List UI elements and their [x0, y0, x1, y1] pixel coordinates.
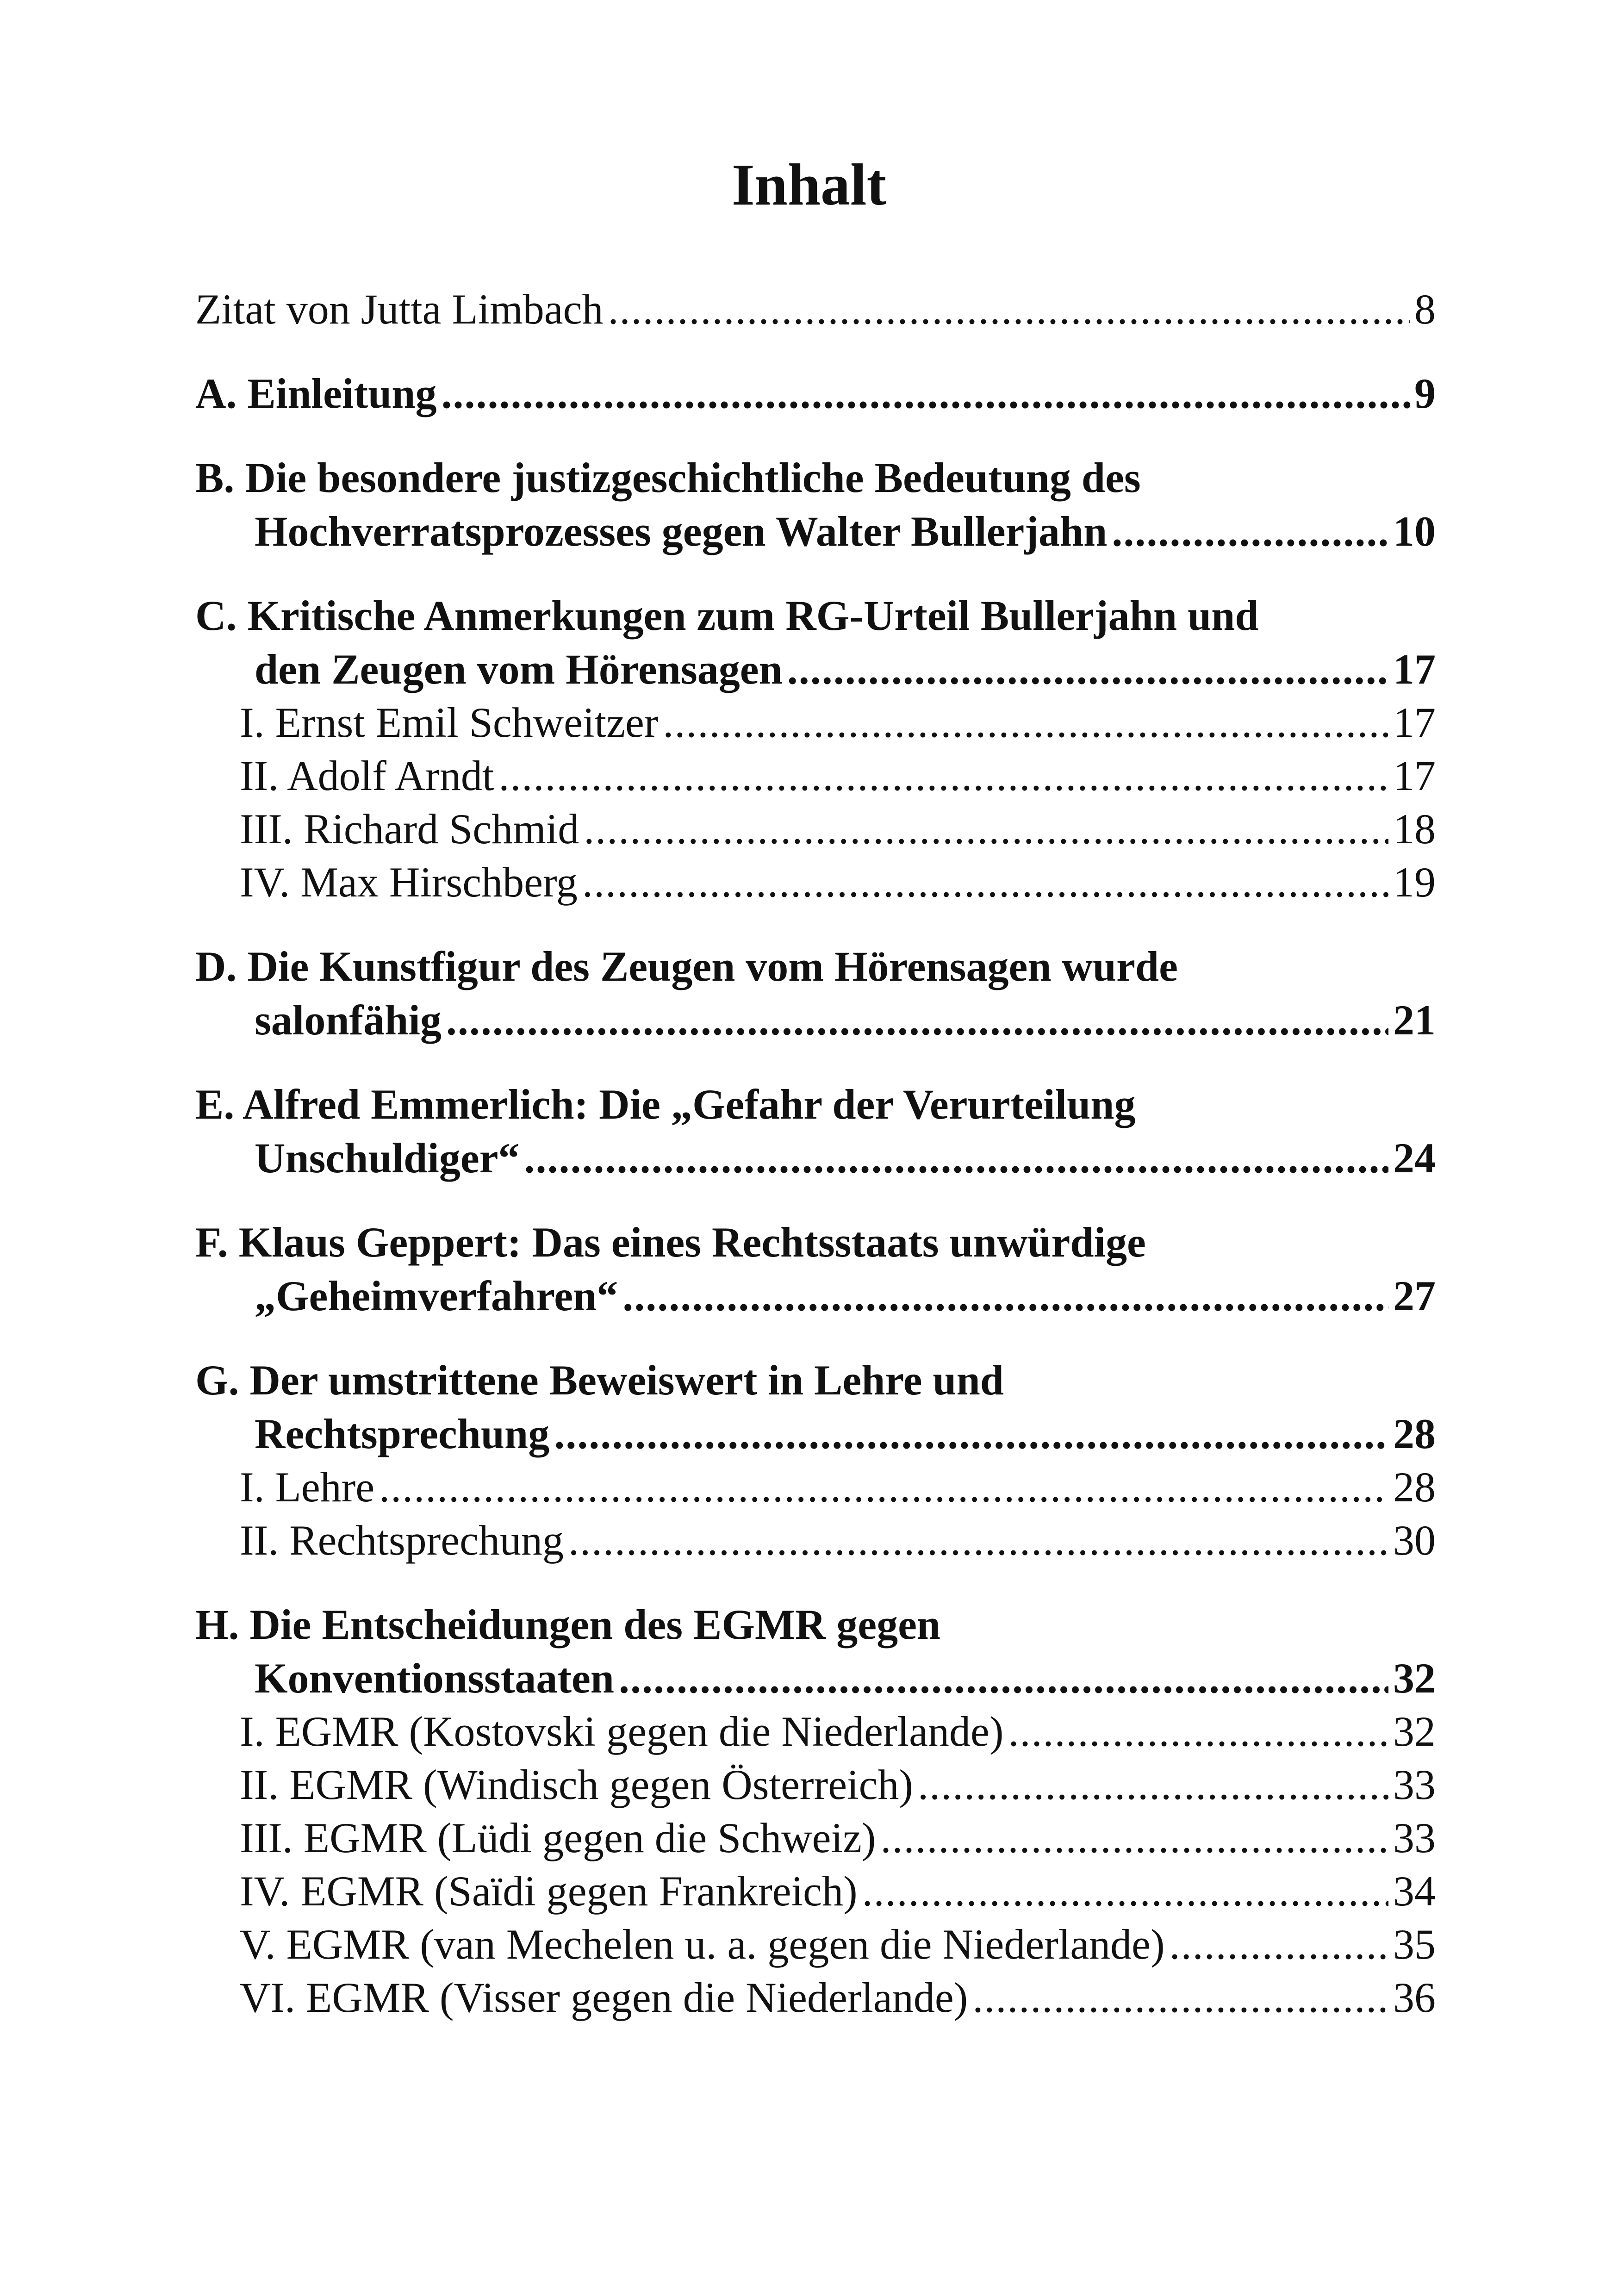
toc-entry-title-line2: „Geheimverfahren“: [255, 1272, 618, 1319]
toc-subentry-title: II. Rechtsprechung: [240, 1517, 564, 1564]
toc-entry-zitat[interactable]: [195, 282, 1436, 336]
toc-entry-c[interactable]: [195, 589, 1436, 696]
toc-page-number: 33: [1393, 1761, 1436, 1808]
dot-leader: [441, 367, 1410, 420]
toc-page-number: 28: [1393, 1463, 1436, 1511]
toc-page-number: 27: [1393, 1272, 1436, 1319]
toc-entry-h[interactable]: [195, 1598, 1436, 1705]
dot-leader: [862, 1865, 1388, 1918]
toc-subentry-title: IV. Max Hirschberg: [240, 859, 578, 906]
dot-leader: [554, 1407, 1388, 1461]
dot-leader: [1008, 1705, 1388, 1758]
toc-page-number: 17: [1393, 752, 1436, 799]
toc-subentry[interactable]: [195, 1461, 1436, 1514]
toc-entry-e[interactable]: [195, 1077, 1436, 1185]
toc-entry-title-line2: salonfähig: [255, 996, 442, 1044]
toc-entry-title-line2: Hochverratsprozesses gegen Walter Bullerjahn: [255, 508, 1108, 555]
toc-entry-title-line2: Unschuldiger“: [255, 1134, 520, 1182]
toc-subentry-title: II. EGMR (Windisch gegen Österreich): [240, 1761, 914, 1808]
toc-page-number: 8: [1414, 286, 1436, 333]
dot-leader: [619, 1651, 1388, 1705]
dot-leader: [498, 749, 1388, 803]
dot-leader: [622, 1269, 1388, 1323]
toc-page-number: 21: [1393, 996, 1436, 1044]
page-title: Inhalt: [731, 152, 887, 218]
toc-subentry-title: I. EGMR (Kostovski gegen die Niederlande): [240, 1708, 1004, 1755]
toc-entry-g[interactable]: [195, 1353, 1436, 1461]
toc-page-number: 17: [1393, 646, 1436, 693]
toc-page-number: 35: [1393, 1921, 1436, 1968]
toc-subentry[interactable]: [195, 1514, 1436, 1567]
dot-leader: [379, 1461, 1388, 1514]
toc-subentry[interactable]: [195, 803, 1436, 856]
toc-entry-title-line2: den Zeugen vom Hörensagen: [255, 646, 783, 693]
dot-leader: [663, 696, 1388, 749]
dot-leader: [446, 993, 1388, 1047]
dot-leader: [880, 1811, 1388, 1865]
toc-entry-title-line1: E. Alfred Emmerlich: Die „Gefahr der Verurteilung: [195, 1081, 1136, 1128]
toc-entry-title-line1: C. Kritische Anmerkungen zum RG-Urteil Bullerjahn und: [195, 592, 1259, 639]
toc-subentries-h: [195, 1705, 1436, 2024]
toc-page-number: 17: [1393, 699, 1436, 746]
toc-subentries-g: [195, 1461, 1436, 1567]
toc-subentry-title: I. Ernst Emil Schweitzer: [240, 699, 659, 746]
toc-page-number: 32: [1393, 1655, 1436, 1702]
toc-subentry-title: VI. EGMR (Visser gegen die Niederlande): [240, 1974, 968, 2021]
toc-subentry[interactable]: [195, 856, 1436, 909]
toc-subentry[interactable]: [195, 1918, 1436, 1971]
toc-subentries-c: [195, 696, 1436, 909]
toc-page-number: 24: [1393, 1134, 1436, 1182]
toc-page-number: 32: [1393, 1708, 1436, 1755]
dot-leader: [1170, 1918, 1388, 1971]
dot-leader: [582, 856, 1388, 909]
toc-entry-title-line1: G. Der umstrittene Beweiswert in Lehre und: [195, 1356, 1004, 1404]
dot-leader: [1112, 504, 1388, 558]
dot-leader: [608, 282, 1410, 336]
toc-entry-d[interactable]: [195, 940, 1436, 1047]
toc-subentry[interactable]: [195, 749, 1436, 803]
toc-entry-title-line2: Rechtsprechung: [255, 1410, 550, 1457]
toc-subentry[interactable]: [195, 1705, 1436, 1758]
toc-subentry-title: I. Lehre: [240, 1463, 375, 1511]
toc-entry-title-line1: D. Die Kunstfigur des Zeugen vom Hörensagen wurde: [195, 943, 1178, 990]
toc-entry-a[interactable]: [195, 367, 1436, 420]
toc-subentry-title: V. EGMR (van Mechelen u. a. gegen die Niederlande): [240, 1921, 1165, 1968]
toc-page-number: 19: [1393, 859, 1436, 906]
dot-leader: [524, 1131, 1388, 1185]
toc-entry-b[interactable]: [195, 451, 1436, 558]
dot-leader: [918, 1758, 1388, 1811]
dot-leader: [787, 642, 1388, 696]
dot-leader: [568, 1514, 1388, 1567]
toc-entry-title-line1: B. Die besondere justizgeschichtliche Bedeutung des: [195, 454, 1141, 501]
toc-subentry-title: III. EGMR (Lüdi gegen die Schweiz): [240, 1814, 876, 1861]
toc-subentry-title: III. Richard Schmid: [240, 805, 579, 852]
table-of-contents: [195, 282, 1436, 2024]
toc-entry-title-line1: H. Die Entscheidungen des EGMR gegen: [195, 1601, 941, 1648]
toc-subentry[interactable]: [195, 1811, 1436, 1865]
toc-subentry[interactable]: [195, 1971, 1436, 2024]
toc-entry-title: Zitat von Jutta Limbach: [195, 286, 604, 333]
toc-page-number: 28: [1393, 1410, 1436, 1457]
toc-page-number: 33: [1393, 1814, 1436, 1861]
toc-page-number: 18: [1393, 805, 1436, 852]
toc-subentry-title: IV. EGMR (Saïdi gegen Frankreich): [240, 1867, 858, 1915]
toc-page-number: 9: [1414, 370, 1436, 417]
dot-leader: [584, 803, 1388, 856]
toc-entry-title: A. Einleitung: [195, 370, 437, 417]
toc-page-number: 34: [1393, 1867, 1436, 1915]
toc-entry-f[interactable]: [195, 1215, 1436, 1323]
toc-subentry-title: II. Adolf Arndt: [240, 752, 494, 799]
toc-entry-title-line2: Konventionsstaaten: [255, 1655, 614, 1702]
toc-subentry[interactable]: [195, 696, 1436, 749]
toc-subentry[interactable]: [195, 1865, 1436, 1918]
toc-subentry[interactable]: [195, 1758, 1436, 1811]
toc-page-number: 36: [1393, 1974, 1436, 2021]
toc-page-number: 10: [1393, 508, 1436, 555]
toc-entry-title-line1: F. Klaus Geppert: Das eines Rechtsstaats unwürdige: [195, 1219, 1146, 1266]
toc-page-number: 30: [1393, 1517, 1436, 1564]
dot-leader: [972, 1971, 1388, 2024]
